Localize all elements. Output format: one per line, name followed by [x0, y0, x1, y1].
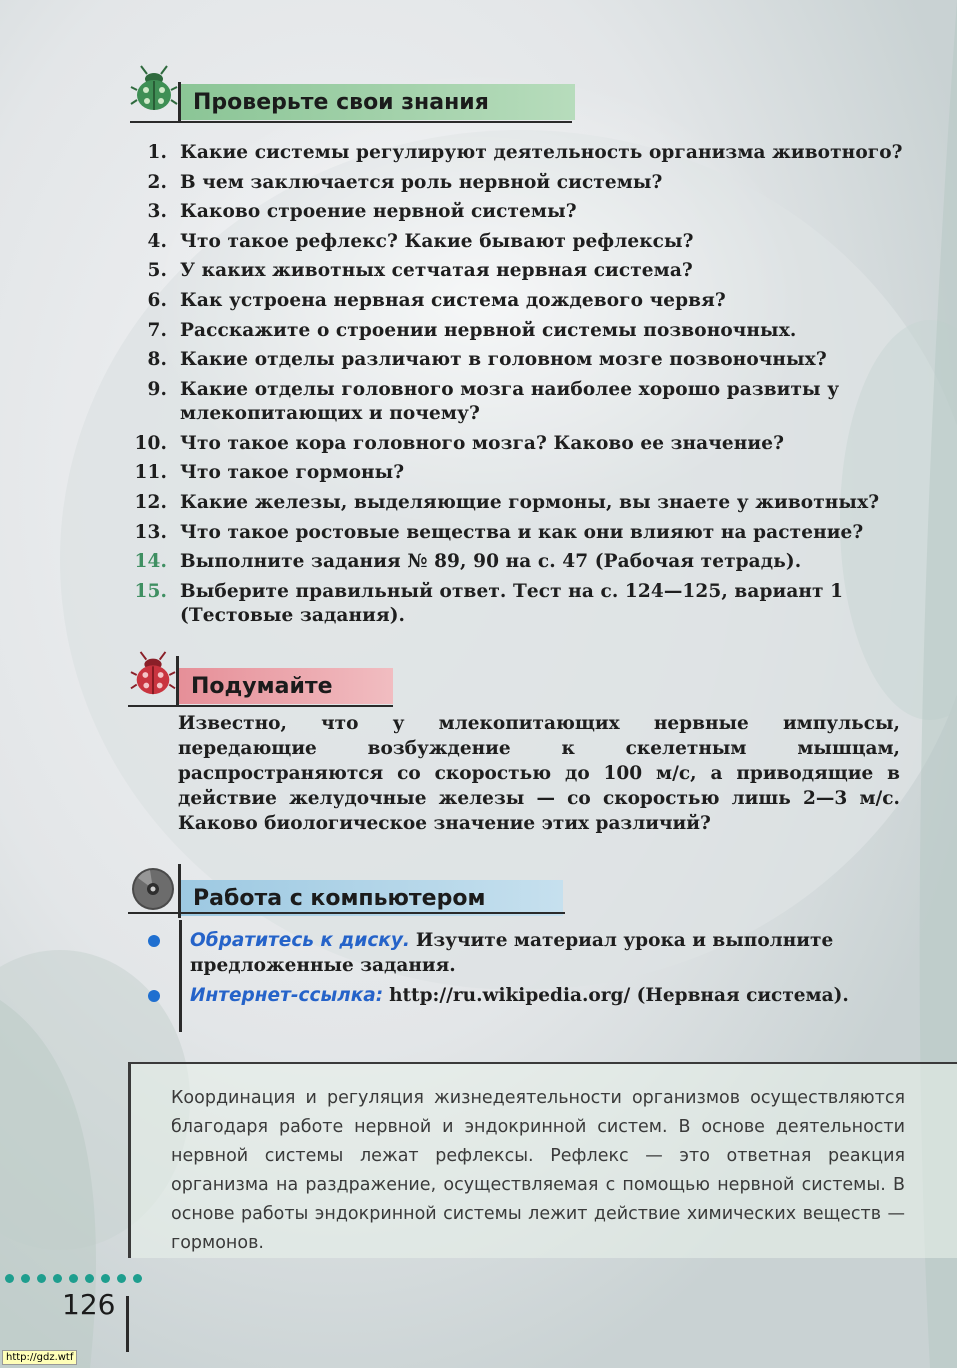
question-item: 5. У каких животных сетчатая нервная система? — [147, 260, 693, 282]
question-item: 10. Что такое кора головного мозга? Каково ее значение? — [134, 432, 785, 454]
disc-icon — [130, 866, 176, 912]
check-knowledge-title: Проверьте свои знания — [193, 89, 489, 115]
question-item: 2. В чем заключается роль нервной системы? — [147, 171, 663, 193]
page-dots-decoration — [5, 1274, 142, 1283]
watermark-link[interactable]: http://gdz.wtf — [2, 1350, 77, 1365]
question-item: 8. Какие отделы различают в головном мозге позвоночных? — [147, 349, 827, 371]
internet-link[interactable]: http://ru.wikipedia.org/ (Нервная система). — [389, 985, 849, 1006]
page-number: 126 — [62, 1288, 116, 1321]
check-knowledge-title-bar — [181, 84, 575, 120]
bullet-icon — [148, 990, 160, 1002]
ladybug-icon — [130, 64, 178, 114]
question-item: 4. Что такое рефлекс? Какие бывают рефлексы? — [147, 230, 694, 252]
disk-link[interactable]: Обратитесь к диску. — [190, 930, 410, 951]
question-item: 12. Какие железы, выделяющие гормоны, вы знаете у животных? — [134, 491, 880, 513]
ladybug-icon — [130, 650, 176, 698]
question-item: 3. Каково строение нервной системы? — [147, 201, 577, 223]
bullet-icon — [148, 935, 160, 947]
think-title: Подумайте — [191, 673, 333, 699]
think-question-text: Известно, что у млекопитающих нервные импульсы, передающие возбуждение к скелетным мышцам, распространяются со скоростью до 100 м/с, а приводящие в действие желудочные железы — со скоростью лишь 2—3 м/с. Каково биологическое значение этих различий? — [178, 713, 900, 834]
summary-text: Координация и регуляция жизнедеятельности организмов осуществляются благодаря работе нервной и эндокринной систем. В основе деятельности нервной системы лежат рефлексы. Рефлекс — это ответная реакция организма на раздражение, осуществляемая с помощью нервной системы. В основе работы эндокринной системы лежит действие химических веществ — гормонов. — [171, 1088, 905, 1253]
computer-work-header — [128, 860, 568, 920]
question-item: 11. Что такое гормоны? — [134, 462, 405, 484]
internet-link-label: Интернет-ссылка: — [190, 985, 384, 1006]
question-item: 13. Что такое ростовые вещества и как они влияют на растение? — [134, 521, 864, 543]
list-item: Обратитесь к диску. Изучите материал урока и выполните предложенные задания. — [140, 928, 900, 978]
question-item: 1. Какие системы регулируют деятельность организма животного? — [147, 142, 903, 163]
question-item: 6. Как устроена нервная система дождевого червя? — [147, 289, 726, 311]
question-list — [126, 138, 906, 631]
think-title-bar — [179, 668, 393, 704]
list-item — [140, 983, 900, 1008]
question-item: 15. Выберите правильный ответ. Тест на с. 124—125, вариант 1 (Тестовые задания). — [134, 580, 844, 626]
page-number-divider — [126, 1296, 129, 1352]
question-item: 7. Расскажите о строении нервной системы позвоночных. — [147, 319, 797, 341]
question-item: 14. Выполните задания № 89, 90 на с. 47 (Рабочая тетрадь). — [134, 551, 802, 573]
check-knowledge-header — [130, 64, 580, 124]
summary-box — [128, 1062, 957, 1258]
question-item: 9. Какие отделы головного мозга наиболее хорошо развиты у млекопитающих и почему? — [147, 378, 840, 424]
computer-work-title-bar — [181, 880, 563, 916]
computer-work-title: Работа с компьютером — [193, 885, 486, 911]
think-header — [128, 648, 398, 708]
computer-work-list — [140, 928, 900, 1013]
